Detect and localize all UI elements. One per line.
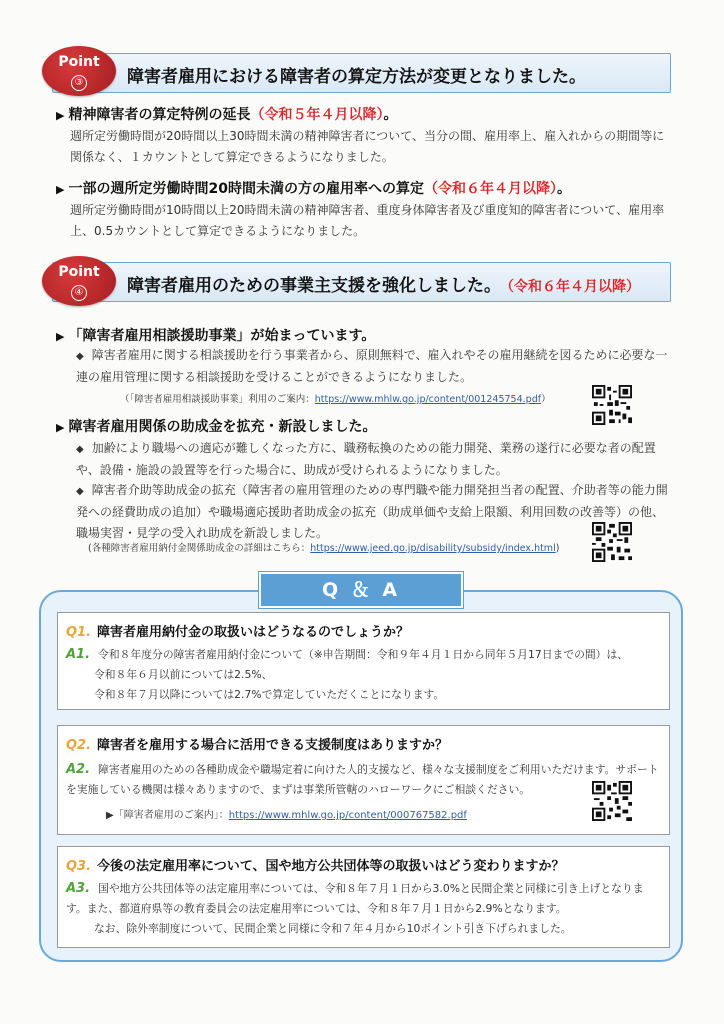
point3-item2-end: 。: [556, 181, 571, 197]
a2-number: A2.: [66, 762, 91, 777]
q1-question: [66, 621, 409, 640]
point4-item2-bullet2-text: 障害者介助等助成金の拡充（障害者の雇用管理のための専門職や能力開発担当者の配置、介助者等の能力開発への経費助成の追加）や職場適応援助者助成金の拡充（助成単価や支給上限額、利用回数の改善等）の他、職場実習・見学の受入れ助成を新設しました。: [76, 483, 668, 540]
point4-badge-number: ④: [71, 285, 87, 301]
qr-code-icon[interactable]: [592, 522, 632, 562]
a3-line3: なお、除外率制度について、民間企業と同様に令和７年４月から10ポイント引き下げられました。: [94, 922, 572, 935]
point3-item2-date: （令和６年４月以降）: [423, 181, 557, 197]
triangle-bullet-icon: ▶: [56, 421, 65, 434]
point4-item2-bullet1-text: 加齢により職場への適応が難しくなった方に、職務転換のための能力開発、業務の遂行に必要な者の配置や、設備・施設の設置等を行った場合に、助成が受けられるようになりました。: [76, 441, 656, 477]
a2-link[interactable]: https://www.mhlw.go.jp/content/000767582.pdf: [228, 810, 467, 821]
q3-text: 今後の法定雇用率について、国や地方公共団体等の取扱いはどう変わりますか？: [97, 859, 565, 874]
diamond-bullet-icon: ◆: [76, 444, 84, 455]
a1-line3: 令和８年７月以降については2.7%で算定していただくことになります。: [94, 688, 445, 701]
a3-answer: [66, 879, 661, 939]
point4-item2-link[interactable]: https://www.jeed.go.jp/disability/subsidy/index.html: [310, 543, 556, 554]
point3-badge-word: Point: [58, 54, 100, 70]
qr-code-icon[interactable]: [592, 385, 632, 425]
a1-number: A1.: [66, 647, 91, 662]
point3-badge: [42, 46, 116, 96]
point3-item1-end: 。: [383, 107, 398, 123]
a1-answer: [66, 645, 661, 705]
qr-code-icon[interactable]: [592, 781, 632, 821]
q3-number: Q3.: [66, 859, 92, 874]
point4-item1-title: 「障害者雇用相談援助事業」が始まっています。: [68, 328, 376, 344]
point4-title: [127, 271, 640, 296]
point4-item2-note: [88, 540, 559, 554]
q1-text: 障害者雇用納付金の取扱いはどうなるのでしょうか？: [97, 625, 410, 640]
q1-number: Q1.: [66, 625, 92, 640]
qa-heading: Q ＆ A: [259, 572, 463, 608]
point4-item1-heading: [56, 325, 375, 345]
diamond-bullet-icon: ◆: [76, 486, 84, 497]
q2-number: Q2.: [66, 738, 92, 753]
point4-badge: [42, 256, 116, 306]
point4-item1-link[interactable]: https://www.mhlw.go.jp/content/001245754.pdf: [314, 394, 542, 405]
a2-answer: [66, 760, 661, 800]
point3-item1-heading: [56, 104, 397, 124]
point4-item2-note-end: ): [555, 543, 560, 554]
point4-item2-bullet1: [76, 438, 672, 481]
point3-item2-heading: [56, 178, 571, 198]
a2-text: 障害者雇用のための各種助成金や職場定着に向けた人的支援など、様々な支援制度をご利用いただけます。サポートを実施している機関は様々ありますので、まずは事業所管轄のハローワークにご相談ください。: [66, 763, 659, 796]
point4-item1-note-label: （「障害者雇用相談援助事業」利用のご案内：: [120, 394, 315, 405]
point3-header: [52, 53, 671, 93]
point4-item2-note-label: (各種障害者雇用納付金関係助成金の詳細はこちら：: [88, 543, 311, 554]
a2-link-row: [106, 806, 467, 826]
qa-item-2: [57, 725, 670, 835]
point4-item2-heading: [56, 416, 376, 436]
point4-item1-note: [120, 391, 551, 405]
point4-item1-note-end: ）: [541, 394, 551, 405]
qa-item-1: [57, 612, 670, 710]
triangle-bullet-icon: ▶: [56, 109, 65, 122]
q2-text: 障害者を雇用する場合に活用できる支援制度はありますか？: [97, 738, 449, 753]
qa-item-3: [57, 846, 670, 948]
q3-question: [66, 855, 565, 874]
a1-line2: 令和８年６月以前については2.5%、: [94, 668, 273, 681]
triangle-bullet-icon: ▶: [56, 183, 65, 196]
q2-question: [66, 734, 448, 753]
point4-item1-body: [76, 345, 672, 388]
a1-line1: 令和８年度分の障害者雇用納付金について（※申告期間：令和９年４月１日から同年５月17日までの間）は、: [98, 648, 629, 661]
point4-item2-bullet2: [76, 480, 672, 544]
point4-badge-word: Point: [58, 264, 100, 280]
point3-item2-title: 一部の週所定労働時間20時間未満の方の雇用率への算定: [68, 181, 424, 197]
point4-header: [52, 262, 671, 302]
point3-badge-number: ③: [71, 75, 87, 91]
point3-title: 障害者雇用における障害者の算定方法が変更となりました。: [127, 67, 586, 87]
point3-item1-date: （令和５年４月以降）: [250, 107, 384, 123]
a3-text: 国や地方公共団体等の法定雇用率については、令和８年７月１日から3.0%と民間企業と同様に引き上げとなります。また、都道府県等の教育委員会の法定雇用率については、令和８年７月１日から2.9%となります。: [66, 882, 644, 915]
diamond-bullet-icon: ◆: [76, 351, 84, 362]
a2-link-label: ▶「障害者雇用のご案内」：: [106, 810, 229, 821]
a3-number: A3.: [66, 881, 91, 896]
point4-item2-title: 障害者雇用関係の助成金を拡充・新設しました。: [68, 419, 377, 435]
point4-title-date: （令和６年４月以降）: [507, 279, 640, 295]
point4-title-text: 障害者雇用のための事業主支援を強化しました。: [127, 276, 501, 296]
point3-item1-title: 精神障害者の算定特例の延長: [68, 107, 251, 123]
triangle-bullet-icon: ▶: [56, 330, 65, 343]
point3-item1-body: 週所定労働時間が20時間以上30時間未満の精神障害者について、当分の間、雇用率上、雇入れからの期間等に関係なく、１カウントとして算定できるようになりました。: [70, 129, 665, 164]
point3-item2-body: 週所定労働時間が10時間以上20時間未満の精神障害者、重度身体障害者及び重度知的障害者について、雇用率上、0.5カウントとして算定できるようになりました。: [70, 203, 665, 238]
point4-item1-text: 障害者雇用に関する相談援助を行う事業者から、原則無料で、雇入れやその雇用継続を図るために必要な一連の雇用管理に関する相談援助を受けることができるようになりました。: [76, 348, 668, 384]
